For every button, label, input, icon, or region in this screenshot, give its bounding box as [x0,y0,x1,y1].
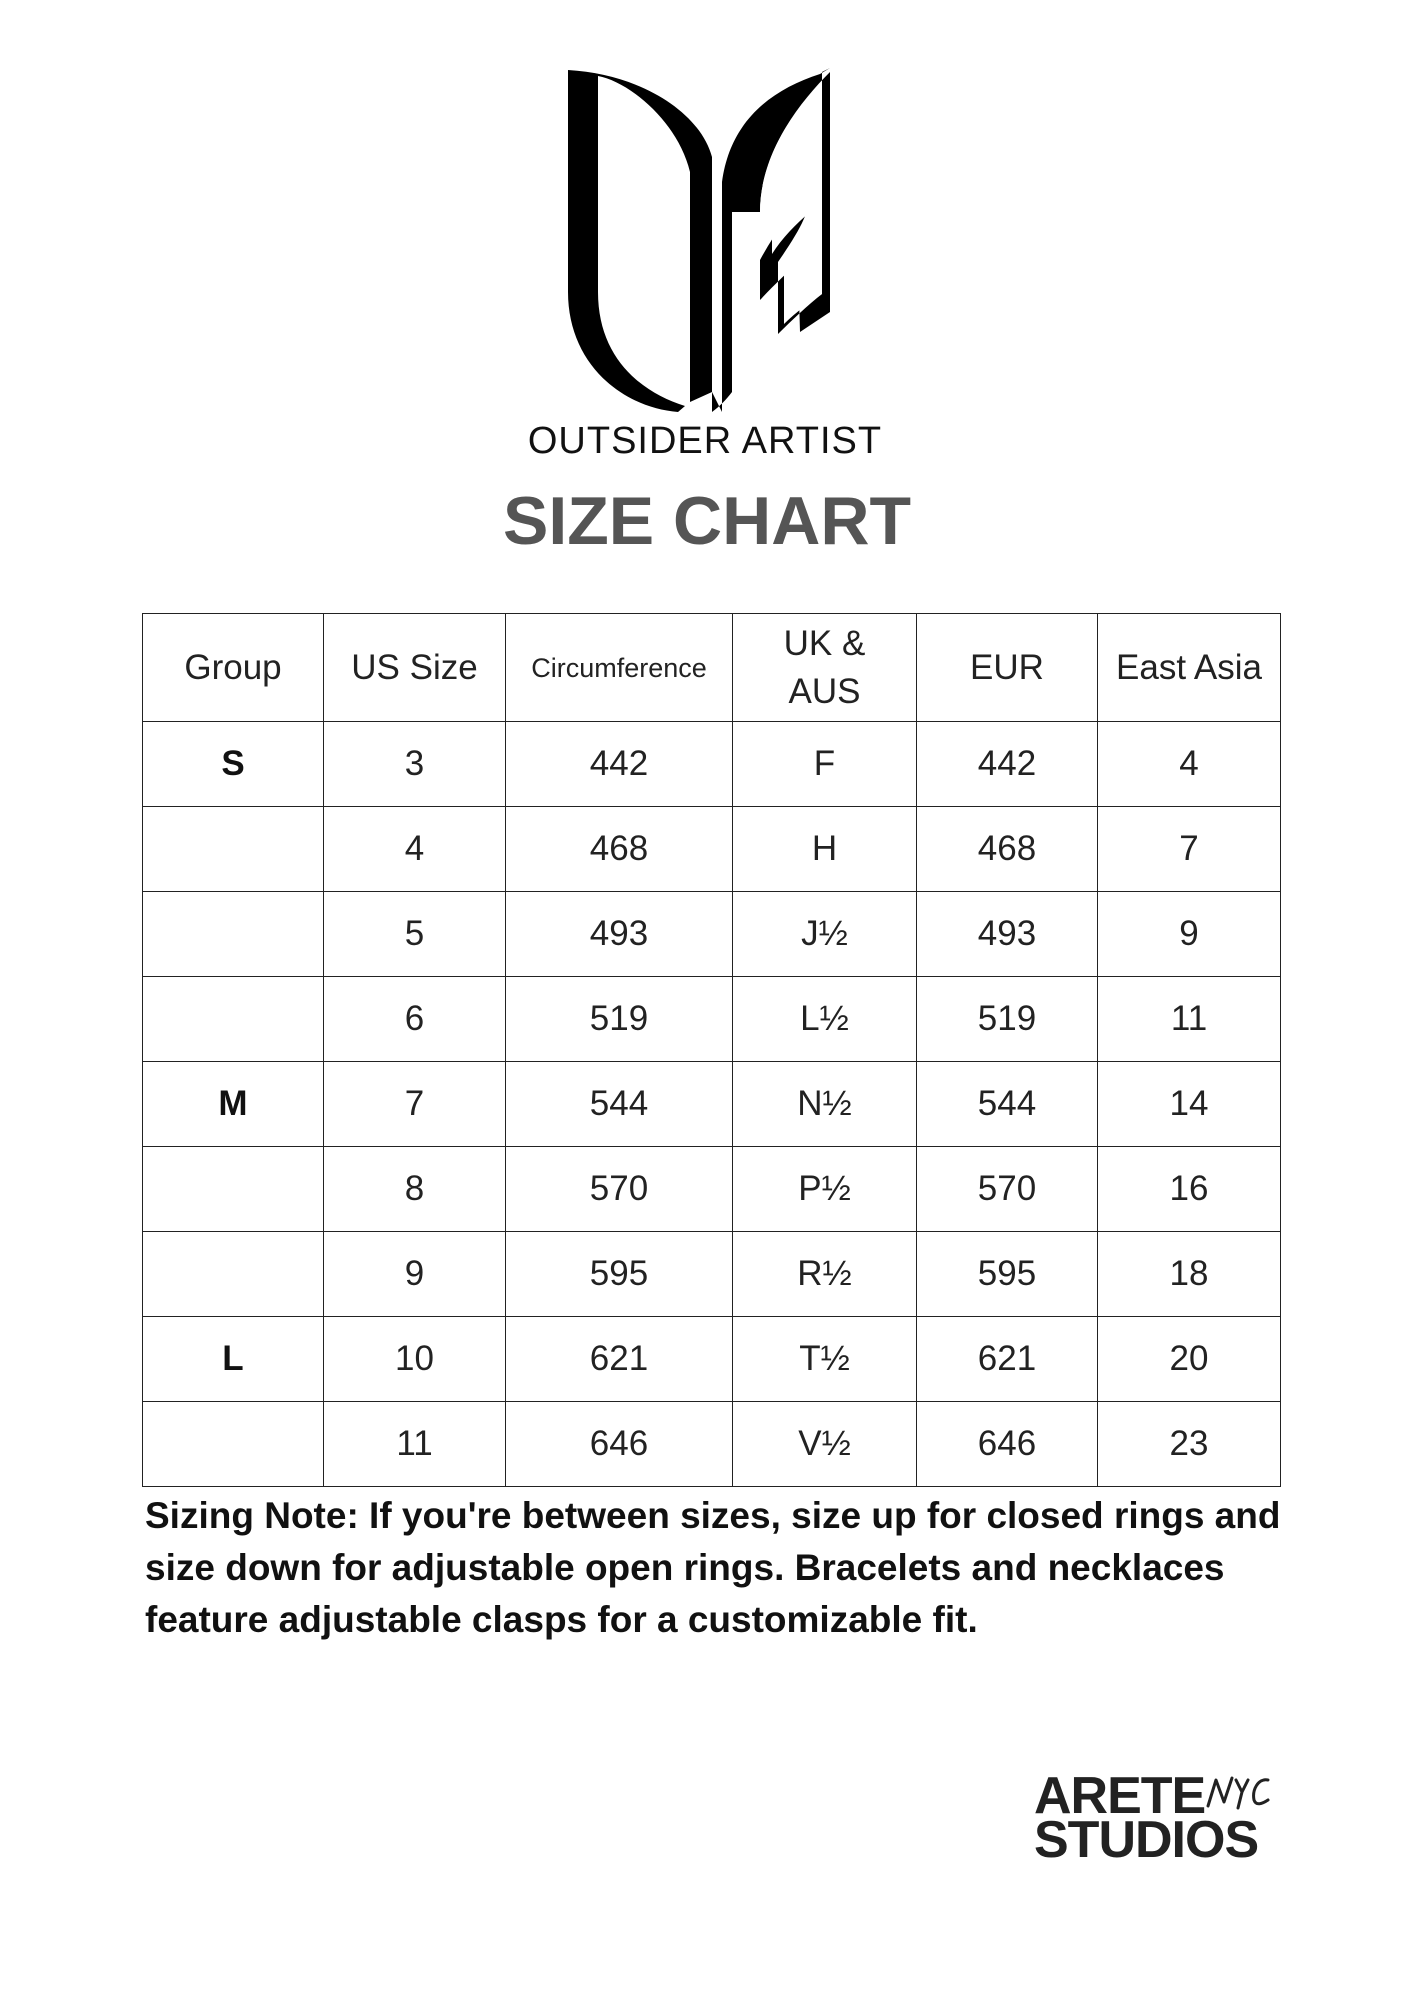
circumference-cell: 595 [506,1232,733,1317]
eur-cell: 493 [917,892,1098,977]
uk-aus-cell: P½ [733,1147,917,1232]
circumference-cell: 544 [506,1062,733,1147]
group-cell: L [143,1317,324,1402]
eur-cell: 468 [917,807,1098,892]
eur-cell: 646 [917,1402,1098,1487]
brand-name: OUTSIDER ARTIST [527,420,883,462]
circumference-cell: 442 [506,722,733,807]
east-asia-cell: 18 [1098,1232,1281,1317]
uk-aus-cell: L½ [733,977,917,1062]
header-uk-aus: UK & AUS [733,614,917,722]
circumference-cell: 621 [506,1317,733,1402]
group-cell [143,1402,324,1487]
uk-aus-cell: R½ [733,1232,917,1317]
table-row [143,1062,1281,1147]
group-cell [143,807,324,892]
eur-cell: 544 [917,1062,1098,1147]
east-asia-cell: 23 [1098,1402,1281,1487]
sizing-note: Sizing Note: If you're between sizes, size up for closed rings and size down for adjustable open rings. Bracelets and necklaces feature adjustable clasps for a customizable fit. [145,1495,1281,1640]
uk-aus-cell: H [733,807,917,892]
table-header-row [143,614,1281,722]
us-size-cell: 8 [324,1147,506,1232]
group-cell [143,1147,324,1232]
group-cell [143,977,324,1062]
table-row [143,1147,1281,1232]
east-asia-cell: 11 [1098,977,1281,1062]
uk-aus-cell: F [733,722,917,807]
footer-logo-line2: STUDIOS [1034,1811,1259,1869]
size-table [142,613,1281,1487]
group-cell: S [143,722,324,807]
footer-logo [1034,1767,1274,1869]
nyc-script-mark [1204,1772,1274,1812]
us-size-cell: 5 [324,892,506,977]
circumference-cell: 646 [506,1402,733,1487]
us-size-cell: 9 [324,1232,506,1317]
eur-cell: 621 [917,1317,1098,1402]
oa-monogram-icon [560,62,850,427]
group-cell: M [143,1062,324,1147]
eur-cell: 595 [917,1232,1098,1317]
us-size-cell: 6 [324,977,506,1062]
east-asia-cell: 16 [1098,1147,1281,1232]
eur-cell: 519 [917,977,1098,1062]
table-row [143,977,1281,1062]
us-size-cell: 11 [324,1402,506,1487]
east-asia-cell: 14 [1098,1062,1281,1147]
header-east-asia: East Asia [1098,614,1281,722]
header-circumference: Circumference [506,614,733,722]
footer-logo-line1: ARETE [1034,1767,1206,1825]
east-asia-cell: 4 [1098,722,1281,807]
table-row [143,1317,1281,1402]
us-size-cell: 4 [324,807,506,892]
east-asia-cell: 7 [1098,807,1281,892]
header-group: Group [143,614,324,722]
header-us-size: US Size [324,614,506,722]
table-row [143,807,1281,892]
circumference-cell: 570 [506,1147,733,1232]
eur-cell: 570 [917,1147,1098,1232]
uk-aus-cell: J½ [733,892,917,977]
group-cell [143,1232,324,1317]
table-row [143,1232,1281,1317]
circumference-cell: 519 [506,977,733,1062]
header-eur: EUR [917,614,1098,722]
uk-aus-cell: N½ [733,1062,917,1147]
table-row [143,722,1281,807]
us-size-cell: 10 [324,1317,506,1402]
circumference-cell: 493 [506,892,733,977]
table-row [143,1402,1281,1487]
us-size-cell: 3 [324,722,506,807]
uk-aus-cell: V½ [733,1402,917,1487]
east-asia-cell: 9 [1098,892,1281,977]
page-title: SIZE CHART [503,483,911,559]
us-size-cell: 7 [324,1062,506,1147]
table-row [143,892,1281,977]
group-cell [143,892,324,977]
uk-aus-cell: T½ [733,1317,917,1402]
circumference-cell: 468 [506,807,733,892]
eur-cell: 442 [917,722,1098,807]
east-asia-cell: 20 [1098,1317,1281,1402]
